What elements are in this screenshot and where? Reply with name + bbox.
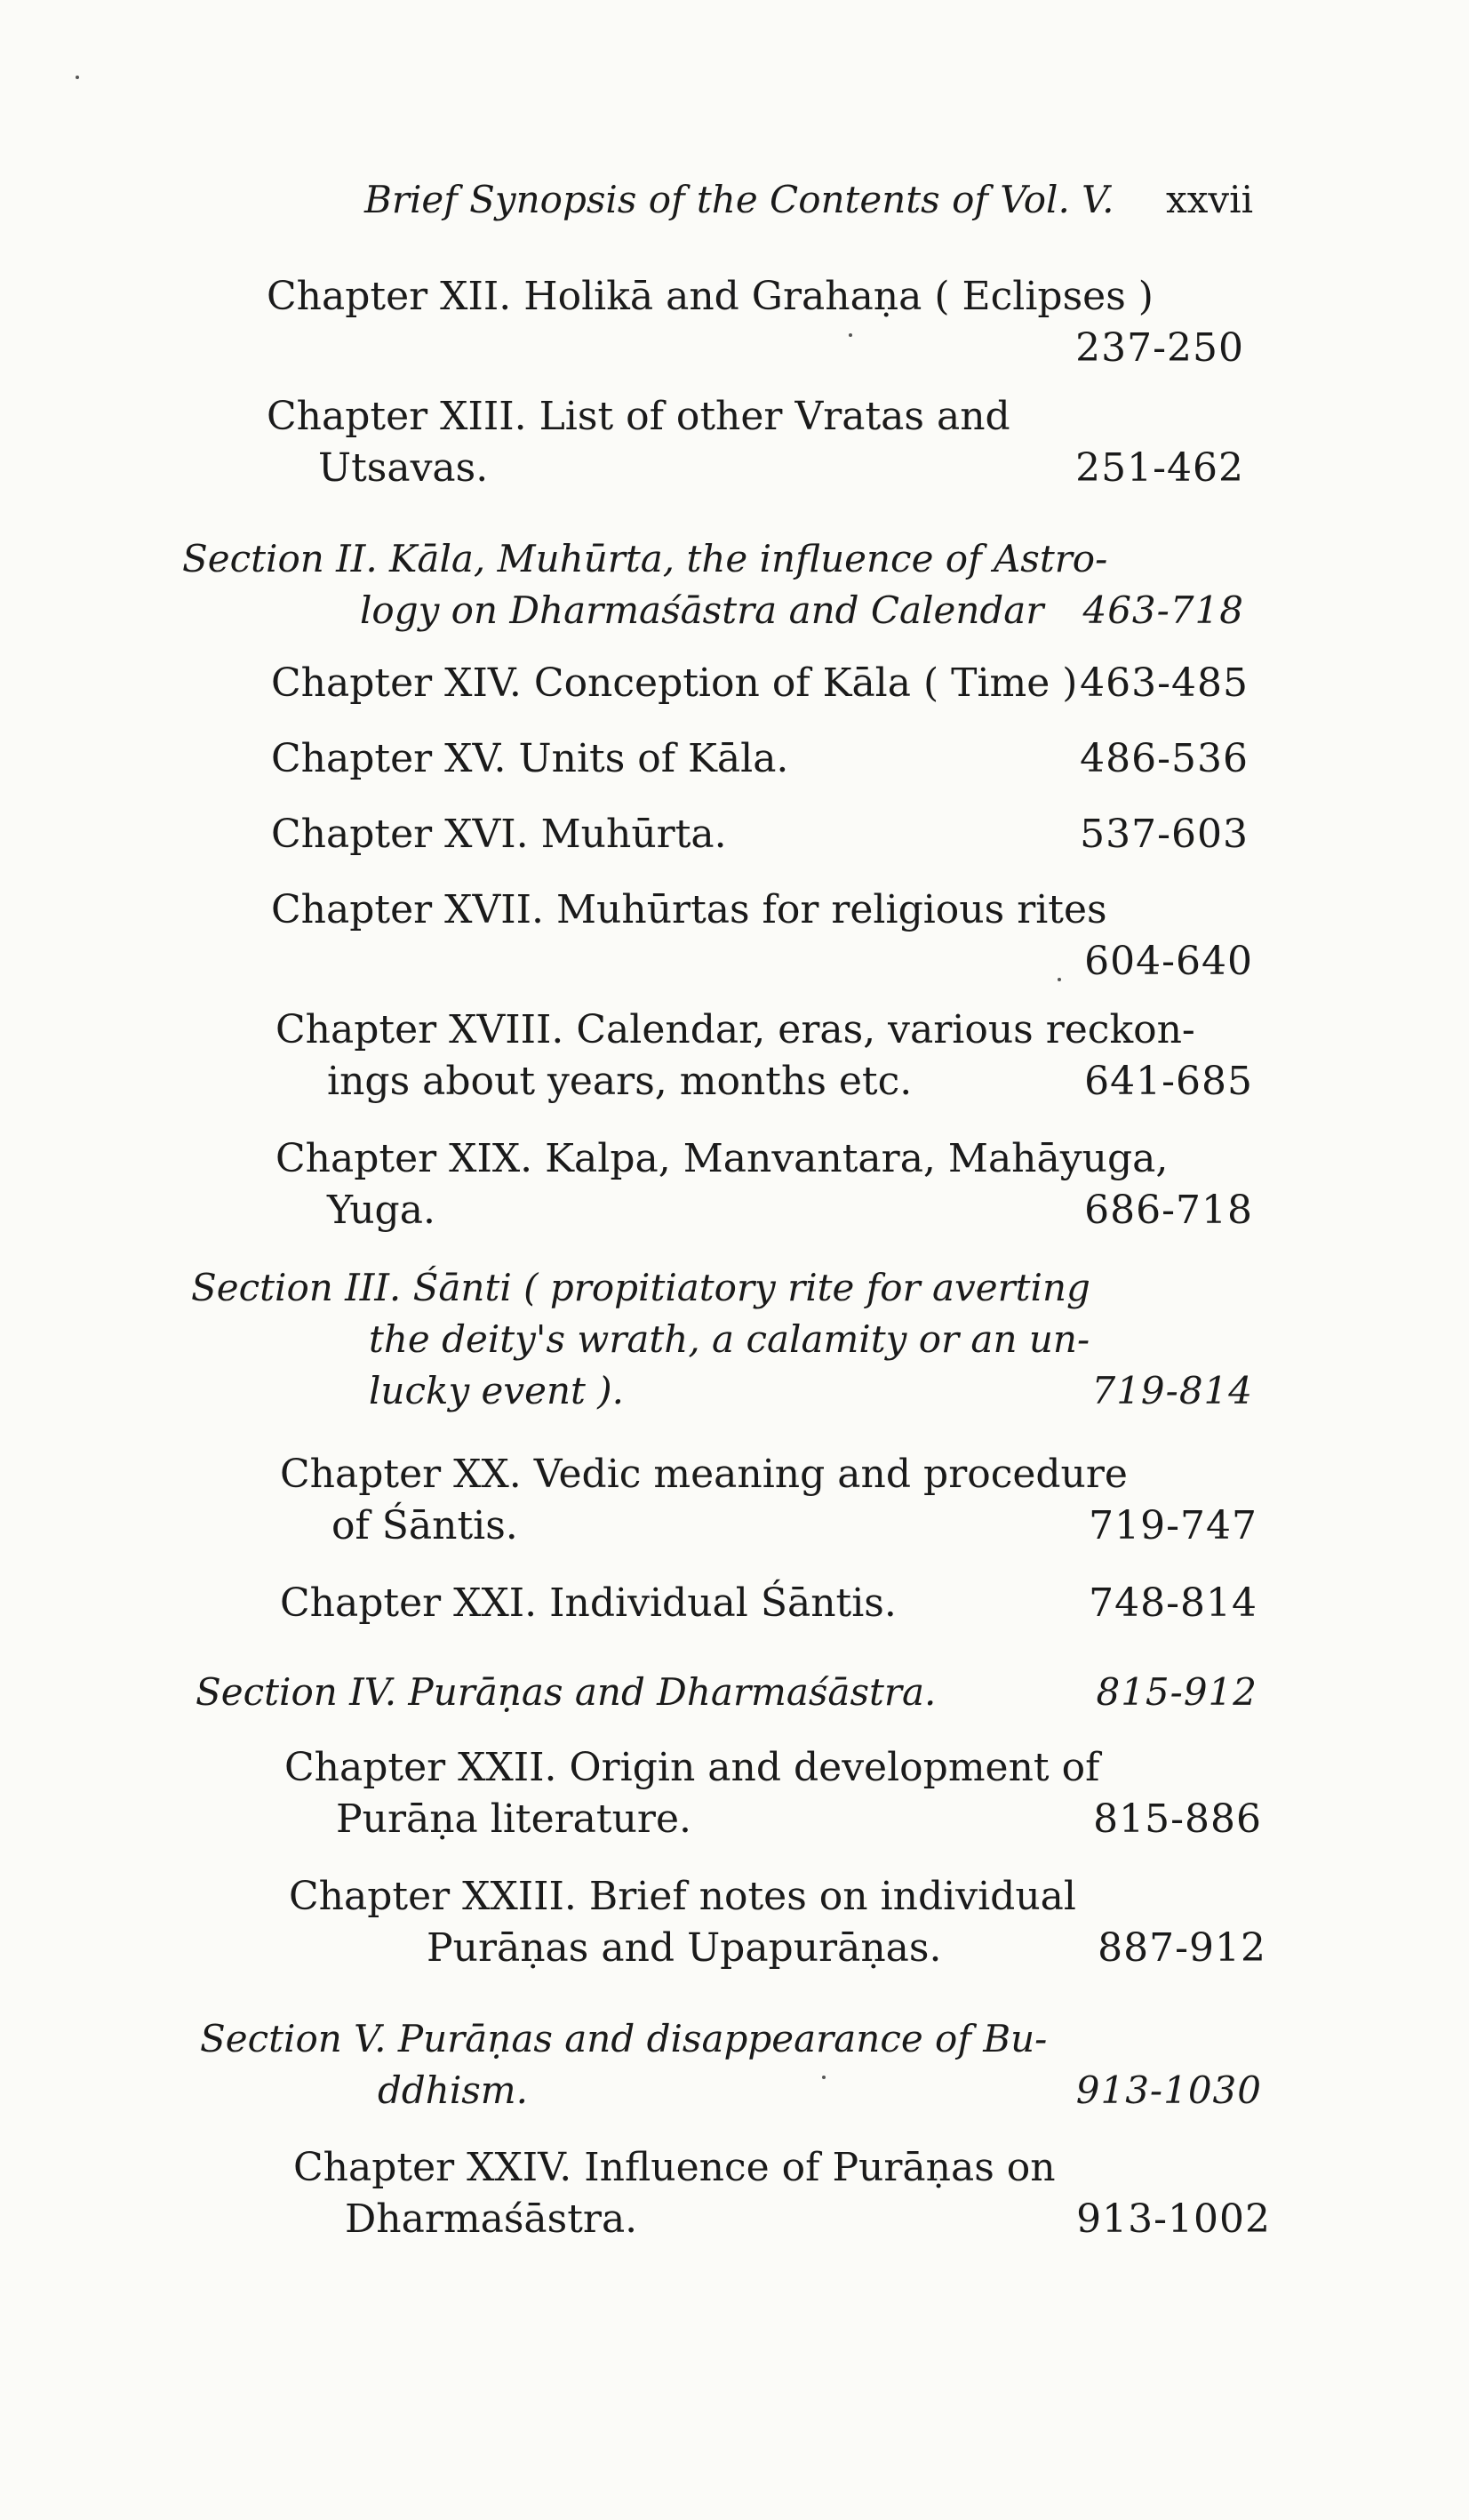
toc-entry-chapter-18 bbox=[275, 1004, 1253, 1108]
scan-speck bbox=[849, 333, 852, 337]
entry-pages: 719-814 bbox=[1091, 1369, 1253, 1412]
page-number: xxvii bbox=[1166, 178, 1253, 221]
entry-pages: 537-603 bbox=[1080, 812, 1249, 857]
entry-pages: 913-1002 bbox=[1076, 2196, 1271, 2242]
toc-entry-section-5 bbox=[200, 2013, 1262, 2116]
toc-entry-chapter-23 bbox=[289, 1871, 1266, 1974]
entry-title: Chapter XXII. Origin and development of bbox=[284, 1745, 1100, 1790]
entry-title: Section III. Śānti ( propitiatory rite for averting bbox=[191, 1266, 1090, 1309]
toc-entry-chapter-13 bbox=[267, 391, 1244, 494]
entry-title: Chapter XIX. Kalpa, Manvantara, Mahāyuga, bbox=[275, 1136, 1169, 1181]
scan-speck bbox=[76, 76, 79, 79]
entry-pages: 486-536 bbox=[1080, 736, 1249, 781]
running-header bbox=[364, 178, 1253, 221]
entry-pages: 686-718 bbox=[1084, 1188, 1253, 1233]
toc-entry-chapter-22 bbox=[284, 1742, 1262, 1845]
entry-title: Chapter XIII. List of other Vratas and bbox=[267, 394, 1010, 439]
toc-entry-chapter-17 bbox=[271, 884, 1253, 988]
toc-entry-chapter-21 bbox=[280, 1578, 1257, 1629]
entry-title: Chapter XII. Holikā and Grahaṇa ( Eclipses ) bbox=[267, 274, 1154, 319]
scan-speck bbox=[1058, 978, 1061, 981]
toc-entry-chapter-15 bbox=[271, 733, 1249, 785]
entry-continuation: ddhism. bbox=[378, 2068, 528, 2112]
entry-title: Chapter XVII. Muhūrtas for religious rites bbox=[271, 887, 1107, 932]
toc-entry-chapter-24 bbox=[293, 2142, 1271, 2245]
toc-entry-section-2 bbox=[182, 533, 1244, 636]
entry-title: Chapter XVIII. Calendar, eras, various reckon- bbox=[275, 1007, 1195, 1052]
entry-title: Chapter XV. Units of Kāla. bbox=[271, 736, 789, 781]
entry-continuation: ings about years, months etc. bbox=[327, 1059, 913, 1104]
entry-continuation: the deity's wrath, a calamity or an un- bbox=[369, 1317, 1090, 1361]
toc-entry-section-4 bbox=[196, 1667, 1257, 1718]
entry-title: Chapter XVI. Muhūrta. bbox=[271, 812, 727, 857]
entry-title: Section II. Kāla, Muhūrta, the influence of Astro- bbox=[182, 537, 1108, 580]
toc-entry-chapter-12 bbox=[267, 271, 1244, 374]
entry-continuation: logy on Dharmaśāstra and Calendar bbox=[360, 588, 1044, 632]
entry-pages: 887-912 bbox=[1098, 1925, 1266, 1971]
scan-speck bbox=[822, 2076, 826, 2079]
toc-entry-chapter-20 bbox=[280, 1449, 1257, 1552]
entry-pages: 641-685 bbox=[1084, 1059, 1253, 1104]
entry-pages: 815-886 bbox=[1093, 1796, 1262, 1842]
entry-title: Chapter XXIV. Influence of Purāṇas on bbox=[293, 2145, 1056, 2190]
entry-title: Section IV. Purāṇas and Dharmaśāstra. bbox=[196, 1670, 937, 1714]
entry-title: Section V. Purāṇas and disappearance of Bu- bbox=[200, 2017, 1048, 2060]
entry-pages: 463-485 bbox=[1080, 660, 1249, 706]
entry-pages: 251-462 bbox=[1075, 445, 1244, 491]
entry-pages: 815-912 bbox=[1096, 1670, 1257, 1714]
entry-continuation: Dharmaśāstra. bbox=[345, 2196, 638, 2242]
entry-pages: 604-640 bbox=[1084, 939, 1253, 984]
entry-pages: 237-250 bbox=[1075, 325, 1244, 371]
entry-continuation: Purāṇa literature. bbox=[336, 1796, 691, 1842]
entry-continuation: Yuga. bbox=[327, 1188, 435, 1233]
entry-pages: 748-814 bbox=[1089, 1580, 1257, 1626]
entry-title: Chapter XX. Vedic meaning and procedure bbox=[280, 1452, 1128, 1497]
entry-pages: 719-747 bbox=[1089, 1503, 1257, 1548]
entry-title: Chapter XXI. Individual Śāntis. bbox=[280, 1580, 897, 1626]
entry-pages: 913-1030 bbox=[1075, 2068, 1262, 2112]
entry-continuation: of Śāntis. bbox=[331, 1503, 518, 1548]
toc-entry-chapter-16 bbox=[271, 809, 1249, 860]
entry-continuation: lucky event ). bbox=[369, 1369, 624, 1412]
entry-title: Chapter XXIII. Brief notes on individual bbox=[289, 1874, 1076, 1919]
header-title: Brief Synopsis of the Contents of Vol. V. bbox=[364, 178, 1114, 221]
toc-entry-chapter-19 bbox=[275, 1133, 1253, 1236]
toc-entry-chapter-14 bbox=[271, 658, 1249, 709]
entry-title: Chapter XIV. Conception of Kāla ( Time ) bbox=[271, 660, 1078, 706]
entry-pages: 463-718 bbox=[1082, 588, 1244, 632]
toc-entry-section-3 bbox=[191, 1262, 1253, 1417]
entry-continuation: Utsavas. bbox=[318, 445, 489, 491]
entry-continuation: Purāṇas and Upapurāṇas. bbox=[427, 1925, 942, 1971]
